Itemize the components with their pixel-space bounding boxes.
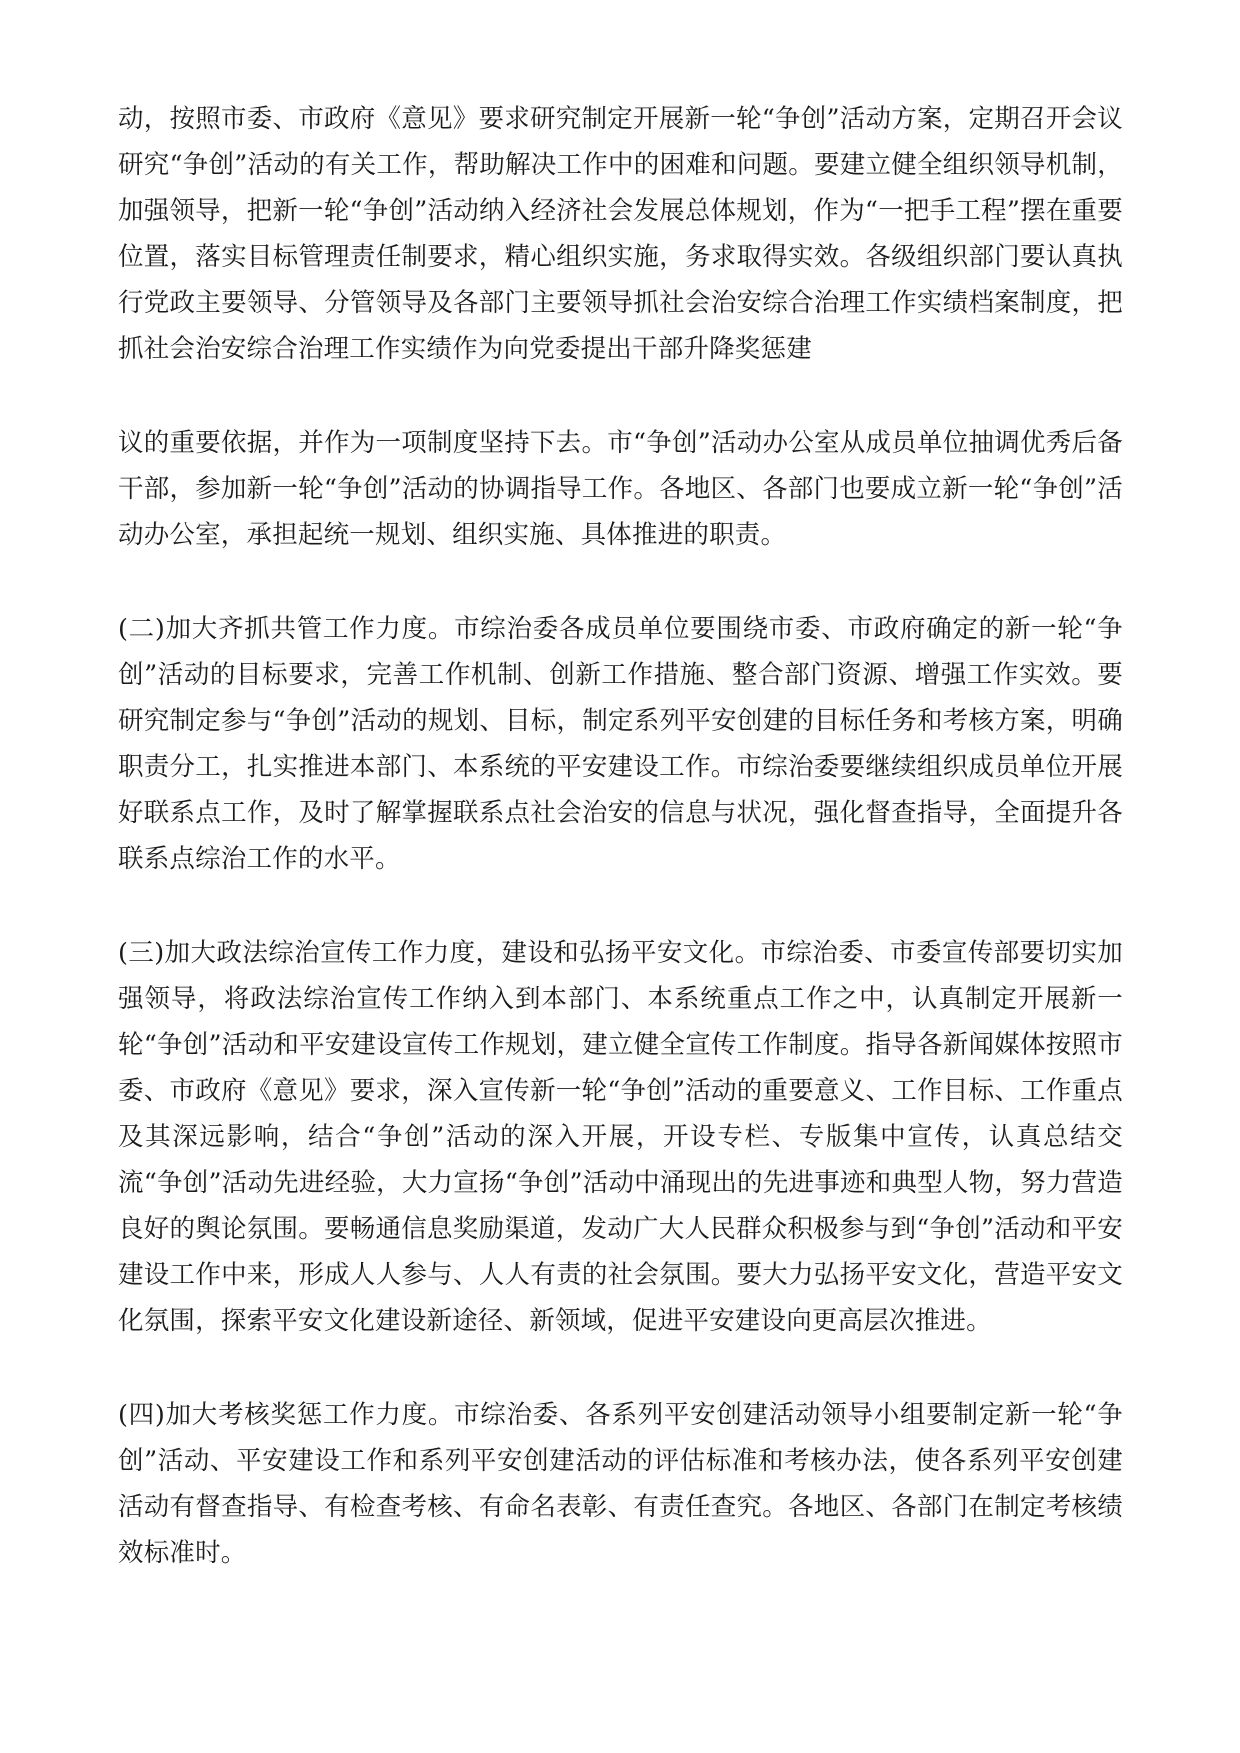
paragraph-leadership-continued: 动，按照市委、市政府《意见》要求研究制定开展新一轮“争创”活动方案，定期召开会议研究“争创”活动的有关工作，帮助解决工作中的困难和问题。要建立健全组织领导机制，加强领导，把新一轮“争创”活动纳入经济社会发展总体规划，作为“一把手工程”摆在重要位置，落实目标管理责任制要求，精心组织实施，务求取得实效。各级组织部门要认真执行党政主要领导、分管领导及各部门主要领导抓社会治安综合治理工作实绩档案制度，把抓社会治安综合治理工作实绩作为向党委提出干部升降奖惩建 xyxy=(118,104,1123,364)
paragraph-evaluation-basis: 议的重要依据，并作为一项制度坚持下去。市“争创”活动办公室从成员单位抽调优秀后备干部，参加新一轮“争创”活动的协调指导工作。各地区、各部门也要成立新一轮“争创”活动办公室，承担起统一规划、组织实施、具体推进的职责。 xyxy=(118,428,1123,550)
paragraph-joint-management: (二)加大齐抓共管工作力度。市综治委各成员单位要围绕市委、市政府确定的新一轮“争创”活动的目标要求，完善工作机制、创新工作措施、整合部门资源、增强工作实效。要研究制定参与“争创”活动的规划、目标，制定系列平安创建的目标任务和考核方案，明确职责分工，扎实推进本部门、本系统的平安建设工作。市综治委要继续组织成员单位开展好联系点工作，及时了解掌握联系点社会治安的信息与状况，强化督查指导，全面提升各联系点综治工作的水平。 xyxy=(118,614,1123,874)
document-page xyxy=(118,96,1123,1576)
paragraph-assessment-rewards: (四)加大考核奖惩工作力度。市综治委、各系列平安创建活动领导小组要制定新一轮“争创”活动、平安建设工作和系列平安创建活动的评估标准和考核办法，使各系列平安创建活动有督查指导、有检查考核、有命名表彰、有责任查究。各地区、各部门在制定考核绩效标准时。 xyxy=(118,1400,1123,1568)
paragraph-publicity-culture: (三)加大政法综治宣传工作力度，建设和弘扬平安文化。市综治委、市委宣传部要切实加强领导，将政法综治宣传工作纳入到本部门、本系统重点工作之中，认真制定开展新一轮“争创”活动和平安建设宣传工作规划，建立健全宣传工作制度。指导各新闻媒体按照市委、市政府《意见》要求，深入宣传新一轮“争创”活动的重要意义、工作目标、工作重点及其深远影响，结合“争创”活动的深入开展，开设专栏、专版集中宣传，认真总结交流“争创”活动先进经验，大力宣扬“争创”活动中涌现出的先进事迹和典型人物，努力营造良好的舆论氛围。要畅通信息奖励渠道，发动广大人民群众积极参与到“争创”活动和平安建设工作中来，形成人人参与、人人有责的社会氛围。要大力弘扬平安文化，营造平安文化氛围，探索平安文化建设新途径、新领域，促进平安建设向更高层次推进。 xyxy=(118,938,1123,1336)
